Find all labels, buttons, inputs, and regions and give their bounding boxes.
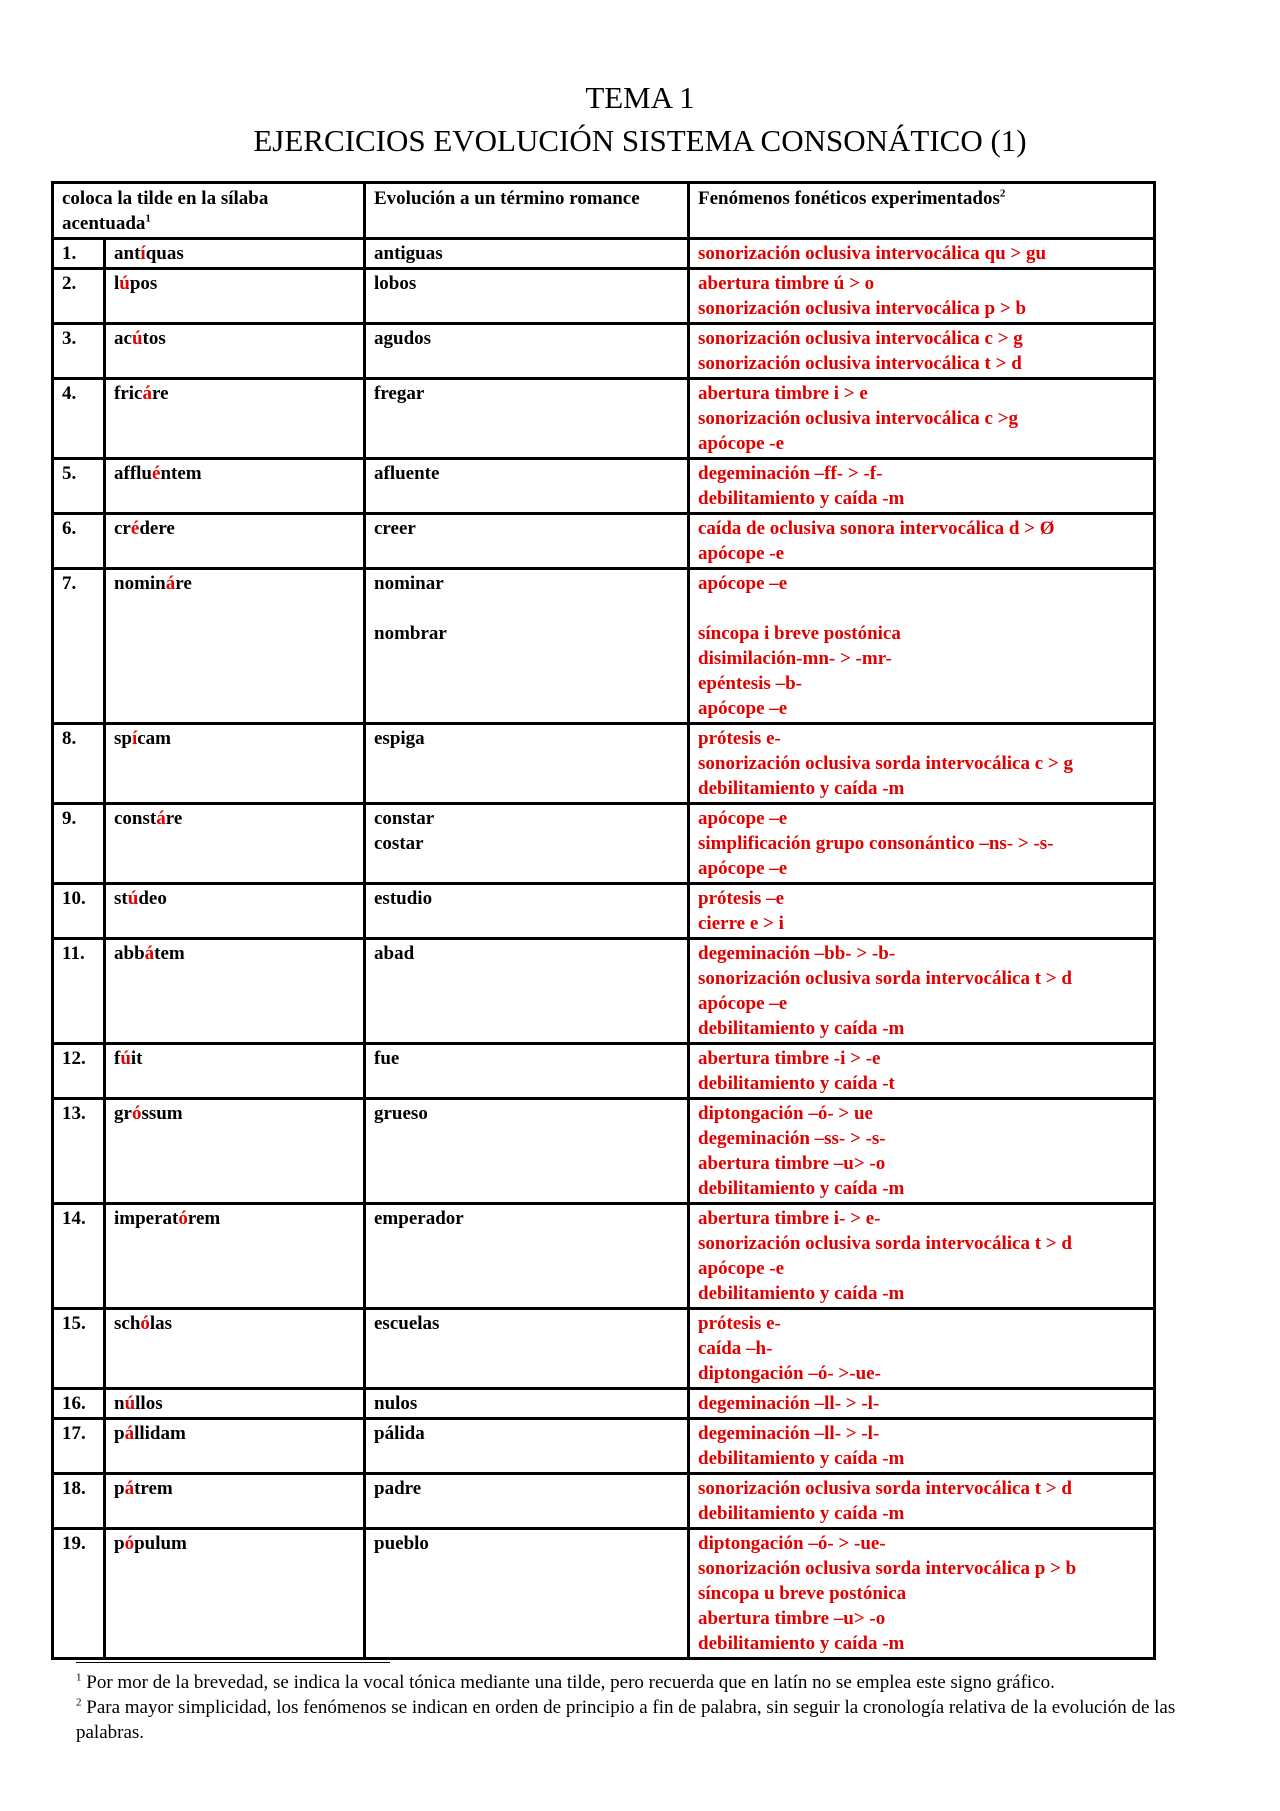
word-part: l: [114, 273, 120, 294]
evolution-term: afluente: [374, 463, 440, 484]
latin-word: [105, 1389, 365, 1419]
romance-evolution: [365, 514, 689, 569]
phenomenon: debilitamiento y caída -m: [698, 488, 905, 509]
stressed-vowel: á: [124, 1423, 135, 1444]
romance-evolution: [365, 804, 689, 884]
table-row: [53, 459, 1155, 514]
row-number: 6.: [53, 514, 105, 569]
latin-word: [105, 1529, 365, 1659]
romance-evolution: [365, 1389, 689, 1419]
page-subtitle: EJERCICIOS EVOLUCIÓN SISTEMA CONSONÁTICO (1): [253, 123, 1027, 158]
latin-word: [105, 1474, 365, 1529]
phonetic-phenomena: [689, 884, 1155, 939]
phonetic-phenomena: [689, 514, 1155, 569]
phenomenon: debilitamiento y caída -m: [698, 1503, 905, 1524]
latin-word: [105, 884, 365, 939]
phonetic-phenomena: [689, 1419, 1155, 1474]
stressed-vowel: ú: [127, 888, 139, 909]
evolution-term: pueblo: [374, 1533, 429, 1554]
phenomenon: abertura timbre i > e: [698, 383, 868, 404]
word-part: n: [114, 1393, 125, 1414]
table-header-row: [53, 183, 1155, 239]
latin-word: [105, 1099, 365, 1204]
latin-word: [105, 459, 365, 514]
word-part: llos: [135, 1393, 163, 1414]
romance-evolution: [365, 884, 689, 939]
phenomenon: sonorización oclusiva sorda intervocálica p > b: [698, 1558, 1077, 1579]
phenomenon: simplificación grupo consonántico –ns- > -s-: [698, 833, 1054, 854]
footnote-1: $^1$ Por mor de la brevedad, se indica la vocal tónica mediante una tilde, pero recuerda que en latín no se emplea este signo gráfico.: [76, 1671, 1055, 1693]
table-row: [53, 514, 1155, 569]
phenomenon: diptongación –ó- >-ue-: [698, 1363, 881, 1384]
word-part: ntem: [160, 463, 202, 484]
word-part: cam: [137, 728, 172, 749]
word-part: quas: [145, 243, 184, 264]
word-part: tos: [142, 328, 166, 349]
word-part: trem: [134, 1478, 173, 1499]
table-row: [53, 1389, 1155, 1419]
table-row: [53, 939, 1155, 1044]
evolution-term: nulos: [374, 1393, 418, 1414]
row-number: 7.: [53, 569, 105, 724]
footnotes: [76, 1670, 1206, 1745]
phenomenon: caída –h-: [698, 1338, 773, 1359]
row-number: 4.: [53, 379, 105, 459]
table-row: [53, 724, 1155, 804]
header-evolution: Evolución a un término romance: [365, 183, 689, 239]
stressed-vowel: ó: [131, 1103, 142, 1124]
evolution-term: nombrar: [374, 623, 447, 644]
phenomenon: apócope –e: [698, 573, 788, 594]
phenomenon: debilitamiento y caída -m: [698, 778, 905, 799]
stressed-vowel: ú: [124, 1393, 136, 1414]
romance-evolution: [365, 269, 689, 324]
romance-evolution: [365, 1044, 689, 1099]
romance-evolution: [365, 1419, 689, 1474]
row-number: 13.: [53, 1099, 105, 1204]
romance-evolution: [365, 939, 689, 1044]
phonetic-phenomena: [689, 804, 1155, 884]
row-number: 17.: [53, 1419, 105, 1474]
stressed-vowel: í: [131, 728, 138, 749]
phenomenon: degeminación –bb- > -b-: [698, 943, 896, 964]
page-header: [0, 76, 1280, 162]
latin-word: [105, 939, 365, 1044]
row-number: 15.: [53, 1309, 105, 1389]
phenomenon: síncopa u breve postónica: [698, 1583, 907, 1604]
latin-word: [105, 804, 365, 884]
phenomenon: apócope –e: [698, 858, 788, 879]
word-part: imperat: [114, 1208, 179, 1229]
row-number: 2.: [53, 269, 105, 324]
phenomenon: síncopa i breve postónica: [698, 623, 901, 644]
table-row: [53, 1099, 1155, 1204]
stressed-vowel: á: [144, 943, 155, 964]
phenomenon: sonorización oclusiva intervocálica c >g: [698, 408, 1019, 429]
header-stress: coloca la tilde en la sílaba acentuada$^1$: [53, 183, 365, 239]
phenomenon: sonorización oclusiva sorda intervocálica t > d: [698, 968, 1072, 989]
evolution-term: nominar: [374, 573, 444, 594]
phonetic-phenomena: [689, 239, 1155, 269]
latin-word: [105, 379, 365, 459]
stressed-vowel: á: [165, 573, 176, 594]
evolution-term: espiga: [374, 728, 425, 749]
latin-word: [105, 1419, 365, 1474]
phenomenon: diptongación –ó- > -ue-: [698, 1533, 886, 1554]
latin-word: [105, 239, 365, 269]
phenomenon: prótesis e-: [698, 728, 781, 749]
stressed-vowel: ó: [178, 1208, 188, 1229]
word-part: sp: [114, 728, 132, 749]
word-part: tem: [154, 943, 185, 964]
table-row: [53, 1204, 1155, 1309]
table-row: [53, 379, 1155, 459]
stressed-vowel: í: [140, 243, 146, 264]
evolution-term: escuelas: [374, 1313, 440, 1334]
table-row: [53, 884, 1155, 939]
word-part: deo: [138, 888, 167, 909]
row-number: 1.: [53, 239, 105, 269]
phenomenon: abertura timbre ú > o: [698, 273, 875, 294]
phenomenon: sonorización oclusiva sorda intervocálica t > d: [698, 1478, 1072, 1499]
table-row: [53, 1419, 1155, 1474]
phenomenon: degeminación –ll- > -l-: [698, 1393, 880, 1414]
word-part: const: [114, 808, 157, 829]
phenomenon: prótesis e-: [698, 1313, 781, 1334]
latin-word: [105, 1044, 365, 1099]
word-part: cr: [114, 518, 131, 539]
word-part: dere: [139, 518, 175, 539]
word-part: p: [114, 1423, 125, 1444]
phonetic-phenomena: [689, 324, 1155, 379]
latin-word: [105, 269, 365, 324]
romance-evolution: [365, 459, 689, 514]
table-body: [53, 239, 1155, 1659]
phenomenon: apócope -e: [698, 433, 785, 454]
evolution-term: padre: [374, 1478, 422, 1499]
romance-evolution: [365, 379, 689, 459]
word-part: ant: [114, 243, 141, 264]
spacer: [698, 596, 1146, 621]
evolution-term: costar: [374, 833, 424, 854]
row-number: 14.: [53, 1204, 105, 1309]
phenomenon: debilitamiento y caída -m: [698, 1283, 905, 1304]
phenomenon: degeminación –ss- > -s-: [698, 1128, 886, 1149]
stressed-vowel: á: [142, 383, 152, 404]
word-part: las: [149, 1313, 173, 1334]
phenomenon: caída de oclusiva sonora intervocálica d > Ø: [698, 518, 1055, 539]
phenomenon: sonorización oclusiva sorda intervocálica c > g: [698, 753, 1073, 774]
word-part: re: [165, 808, 183, 829]
evolution-term: emperador: [374, 1208, 464, 1229]
footnote-ref-1: 1: [145, 212, 151, 225]
phenomenon: abertura timbre –u> -o: [698, 1153, 886, 1174]
word-part: nomin: [114, 573, 166, 594]
phenomenon: sonorización oclusiva intervocálica p > b: [698, 298, 1027, 319]
evolution-term: antiguas: [374, 243, 443, 264]
phenomenon: abertura timbre -i > -e: [698, 1048, 881, 1069]
phenomenon: diptongación –ó- > ue: [698, 1103, 873, 1124]
word-part: p: [114, 1478, 125, 1499]
word-part: re: [175, 573, 192, 594]
row-number: 3.: [53, 324, 105, 379]
evolution-term: abad: [374, 943, 415, 964]
phenomenon: degeminación –ff- > -f-: [698, 463, 883, 484]
table-row: [53, 1044, 1155, 1099]
romance-evolution: [365, 569, 689, 724]
evolution-term: fregar: [374, 383, 425, 404]
phenomenon: degeminación –ll- > -l-: [698, 1423, 880, 1444]
phenomenon: epéntesis –b-: [698, 673, 802, 694]
evolution-term: grueso: [374, 1103, 428, 1124]
romance-evolution: [365, 724, 689, 804]
word-part: it: [130, 1048, 143, 1069]
phonetic-phenomena: [689, 1389, 1155, 1419]
latin-word: [105, 1204, 365, 1309]
romance-evolution: [365, 239, 689, 269]
word-part: pos: [129, 273, 158, 294]
row-number: 11.: [53, 939, 105, 1044]
phenomenon: sonorización oclusiva intervocálica c > g: [698, 328, 1023, 349]
row-number: 5.: [53, 459, 105, 514]
row-number: 12.: [53, 1044, 105, 1099]
phenomenon: debilitamiento y caída -m: [698, 1178, 905, 1199]
row-number: 18.: [53, 1474, 105, 1529]
table-row: [53, 569, 1155, 724]
phenomenon: debilitamiento y caída -m: [698, 1018, 905, 1039]
word-part: ac: [114, 328, 132, 349]
phenomenon: apócope -e: [698, 543, 785, 564]
phenomenon: prótesis –e: [698, 888, 785, 909]
phonetic-phenomena: [689, 724, 1155, 804]
phenomenon: debilitamiento y caída -t: [698, 1073, 895, 1094]
table-row: [53, 324, 1155, 379]
footnote-divider: [76, 1662, 390, 1663]
row-number: 9.: [53, 804, 105, 884]
phenomenon: sonorización oclusiva intervocálica qu > gu: [698, 243, 1047, 264]
phenomenon: apócope -e: [698, 1258, 785, 1279]
stressed-vowel: é: [130, 518, 140, 539]
phonetic-phenomena: [689, 1044, 1155, 1099]
phonetic-phenomena: [689, 1474, 1155, 1529]
evolution-term: constar: [374, 808, 435, 829]
word-part: abb: [114, 943, 145, 964]
stressed-vowel: ó: [140, 1313, 150, 1334]
table-row: [53, 804, 1155, 884]
row-number: 8.: [53, 724, 105, 804]
latin-word: [105, 569, 365, 724]
word-part: pulum: [134, 1533, 187, 1554]
evolution-term: estudio: [374, 888, 433, 909]
phonetic-phenomena: [689, 1099, 1155, 1204]
romance-evolution: [365, 1529, 689, 1659]
stressed-vowel: á: [156, 808, 166, 829]
phenomenon: abertura timbre i- > e-: [698, 1208, 881, 1229]
table-row: [53, 239, 1155, 269]
latin-word: [105, 1309, 365, 1389]
stressed-vowel: ú: [119, 273, 130, 294]
romance-evolution: [365, 1204, 689, 1309]
phonetic-phenomena: [689, 1204, 1155, 1309]
header-phenomena: Fenómenos fonéticos experimentados$^2$: [689, 183, 1155, 239]
phenomenon: apócope –e: [698, 698, 788, 719]
word-part: ssum: [141, 1103, 183, 1124]
latin-word: [105, 724, 365, 804]
stressed-vowel: á: [124, 1478, 135, 1499]
evolution-term: pálida: [374, 1423, 425, 1444]
table-row: [53, 1474, 1155, 1529]
table-row: [53, 1529, 1155, 1659]
phenomenon: debilitamiento y caída -m: [698, 1633, 905, 1654]
table-row: [53, 1309, 1155, 1389]
romance-evolution: [365, 1309, 689, 1389]
word-part: st: [114, 888, 128, 909]
row-number: 19.: [53, 1529, 105, 1659]
row-number: 10.: [53, 884, 105, 939]
phenomenon: debilitamiento y caída -m: [698, 1448, 905, 1469]
evolution-term: lobos: [374, 273, 417, 294]
evolution-term: agudos: [374, 328, 432, 349]
romance-evolution: [365, 324, 689, 379]
phonetic-phenomena: [689, 269, 1155, 324]
word-part: fric: [114, 383, 143, 404]
word-part: gr: [114, 1103, 132, 1124]
phonetic-phenomena: [689, 1529, 1155, 1659]
word-part: p: [114, 1533, 125, 1554]
row-number: 16.: [53, 1389, 105, 1419]
page-title: TEMA 1: [585, 80, 695, 115]
latin-word: [105, 324, 365, 379]
phenomenon: disimilación-mn- > -mr-: [698, 648, 892, 669]
romance-evolution: [365, 1099, 689, 1204]
word-part: re: [151, 383, 169, 404]
phenomenon: abertura timbre –u> -o: [698, 1608, 886, 1629]
phonetic-phenomena: [689, 569, 1155, 724]
phenomenon: apócope –e: [698, 808, 788, 829]
phenomenon: apócope –e: [698, 993, 788, 1014]
stressed-vowel: é: [152, 463, 161, 484]
evolution-term: creer: [374, 518, 416, 539]
word-part: sch: [114, 1313, 141, 1334]
exercise-table: [51, 181, 1156, 1660]
phonetic-phenomena: [689, 459, 1155, 514]
table-row: [53, 269, 1155, 324]
latin-word: [105, 514, 365, 569]
phonetic-phenomena: [689, 379, 1155, 459]
footnote-2: $^2$ Para mayor simplicidad, los fenómenos se indican en orden de principio a fin de palabra, sin seguir la cronología relativa de la evolución de las palabras.: [76, 1696, 1176, 1743]
stressed-vowel: ú: [131, 328, 143, 349]
romance-evolution: [365, 1474, 689, 1529]
footnote-ref-2: 2: [999, 187, 1006, 200]
word-part: rem: [187, 1208, 221, 1229]
stressed-vowel: ú: [120, 1048, 131, 1069]
evolution-term: fue: [374, 1048, 400, 1069]
word-part: llidam: [134, 1423, 186, 1444]
spacer: [374, 596, 680, 621]
phenomenon: cierre e > i: [698, 913, 784, 934]
phonetic-phenomena: [689, 939, 1155, 1044]
phenomenon: sonorización oclusiva intervocálica t > d: [698, 353, 1022, 374]
stressed-vowel: ó: [124, 1533, 135, 1554]
word-part: f: [114, 1048, 121, 1069]
phenomenon: sonorización oclusiva sorda intervocálica t > d: [698, 1233, 1072, 1254]
word-part: afflu: [114, 463, 152, 484]
phonetic-phenomena: [689, 1309, 1155, 1389]
